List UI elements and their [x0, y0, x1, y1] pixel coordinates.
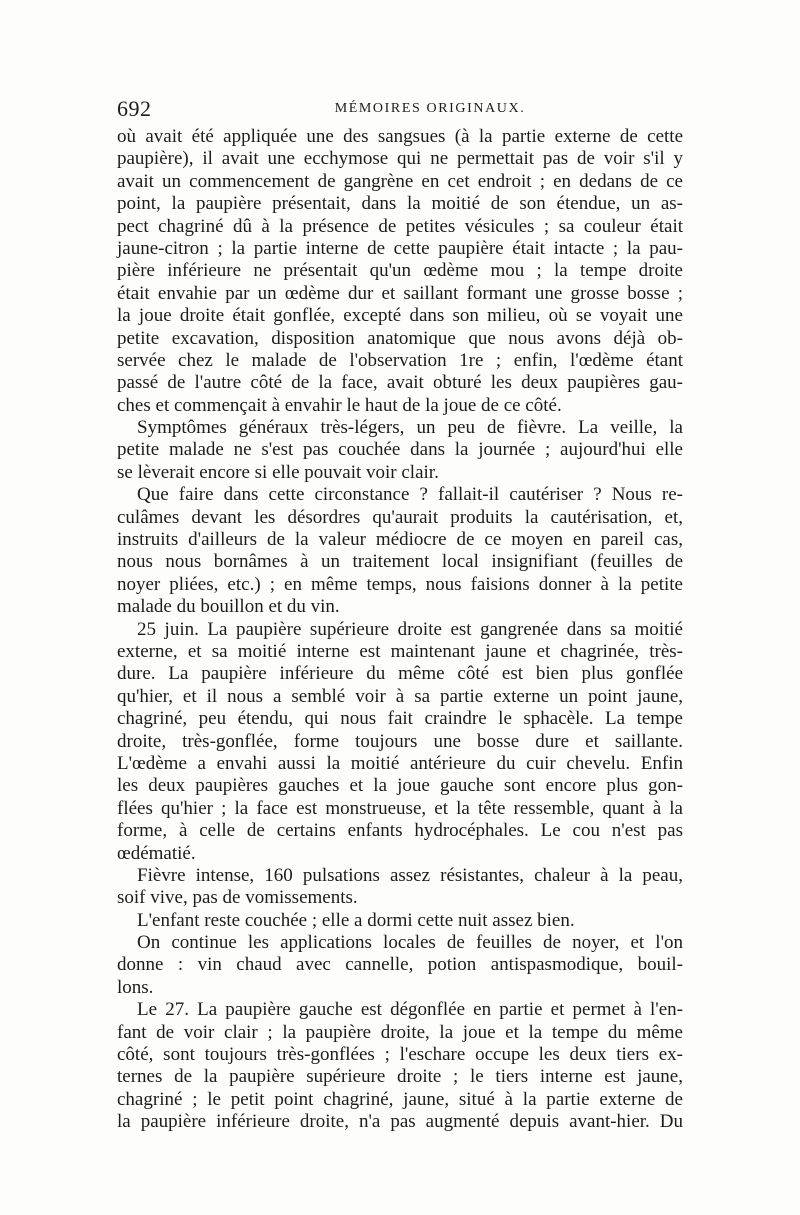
page-number: 692	[117, 96, 152, 121]
text-line: soif vive, pas de vomissements.	[117, 887, 358, 909]
text-line: L'enfant reste couchée ; elle a dormi cette nuit assez bien.	[137, 909, 575, 931]
text-line: les deux paupières gauches et la joue gauche sont encore plus gon-	[117, 775, 683, 797]
text-line: pect chagriné dû à la présence de petites vésicules ; sa couleur était	[117, 215, 683, 237]
text-line: petite malade ne s'est pas couchée dans la journée ; aujourd'hui elle	[117, 439, 683, 461]
text-line: chagriné ; le petit point chagriné, jaune, situé à la partie externe de	[117, 1088, 683, 1110]
text-line: donne : vin chaud avec cannelle, potion antispasmodique, bouil-	[117, 954, 683, 976]
text-line: paupière), il avait une ecchymose qui ne permettait pas de voir s'il y	[117, 148, 683, 170]
text-line: ternes de la paupière supérieure droite ; le tiers interne est jaune,	[117, 1066, 683, 1088]
text-line: la joue droite était gonflée, excepté dans son milieu, où se voyait une	[117, 305, 683, 327]
text-line: était envahie par un œdème dur et saillant formant une grosse bosse ;	[117, 282, 683, 304]
text-line: passé de l'autre côté de la face, avait obturé les deux paupières gau-	[117, 372, 683, 394]
body-text	[117, 126, 683, 1134]
text-line: externe, et sa moitié interne est maintenant jaune et chagrinée, très-	[117, 640, 683, 662]
text-line: petite excavation, disposition anatomique que nous avons déjà ob-	[117, 327, 683, 349]
text-line: Le 27. La paupière gauche est dégonflée en partie et permet à l'en-	[137, 999, 683, 1021]
text-line: nous nous bornâmes à un traitement local insignifiant (feuilles de	[117, 551, 683, 573]
text-line: culâmes devant les désordres qu'aurait produits la cautérisation, et,	[117, 506, 683, 528]
text-line: ches et commençait à envahir le haut de la joue de ce côté.	[117, 394, 562, 416]
running-title: MÉMOIRES ORIGINAUX.	[334, 101, 526, 116]
text-line: côté, sont toujours très-gonflées ; l'eschare occupe les deux tiers ex-	[117, 1044, 683, 1066]
text-line: instruits d'ailleurs de la valeur médiocre de ce moyen en pareil cas,	[117, 529, 683, 551]
text-line: Fièvre intense, 160 pulsations assez résistantes, chaleur à la peau,	[137, 864, 683, 886]
text-line: chagriné, peu étendu, qui nous fait craindre le sphacèle. La tempe	[117, 708, 683, 730]
text-line: point, la paupière présentait, dans la moitié de son étendue, un as-	[117, 193, 683, 215]
text-line: droite, très-gonflée, forme toujours une bosse dure et saillante.	[117, 730, 683, 752]
text-line: On continue les applications locales de feuilles de noyer, et l'on	[137, 932, 683, 954]
text-line: L'œdème a envahi aussi la moitié antérieure du cuir chevelu. Enfin	[117, 752, 683, 774]
text-line: forme, à celle de certains enfants hydrocéphales. Le cou n'est pas	[117, 820, 683, 842]
text-line: avait un commencement de gangrène en cet endroit ; en dedans de ce	[117, 170, 683, 192]
text-line: dure. La paupière inférieure du même côté est bien plus gonflée	[117, 663, 683, 685]
text-line: pière inférieure ne présentait qu'un œdème mou ; la tempe droite	[117, 260, 683, 282]
text-line: œdématié.	[117, 842, 196, 864]
text-line: qu'hier, et il nous a semblé voir à sa partie externe un point jaune,	[117, 685, 683, 707]
text-line: servée chez le malade de l'observation 1re ; enfin, l'œdème étant	[117, 349, 683, 371]
text-line: fant de voir clair ; la paupière droite, la joue et la tempe du même	[117, 1021, 683, 1043]
text-line: 25 juin. La paupière supérieure droite est gangrenée dans sa moitié	[137, 618, 683, 640]
text-line: lons.	[117, 976, 154, 998]
text-line: noyer pliées, etc.) ; en même temps, nous faisions donner à la petite	[117, 573, 683, 595]
text-line: jaune-citron ; la partie interne de cette paupière était intacte ; la pau-	[117, 237, 683, 259]
text-line: la paupière inférieure droite, n'a pas augmenté depuis avant-hier. Du	[117, 1111, 683, 1133]
text-line: malade du bouillon et du vin.	[117, 596, 340, 618]
text-line: se lèverait encore si elle pouvait voir clair.	[117, 461, 439, 483]
text-line: Symptômes généraux très-légers, un peu de fièvre. La veille, la	[137, 417, 683, 439]
text-line: flées qu'hier ; la face est monstrueuse, et la tête ressemble, quant à la	[117, 797, 683, 819]
running-header	[117, 96, 683, 124]
text-line: Que faire dans cette circonstance ? fallait-il cautériser ? Nous re-	[137, 484, 683, 506]
text-line: où avait été appliquée une des sangsues (à la partie externe de cette	[117, 126, 683, 147]
